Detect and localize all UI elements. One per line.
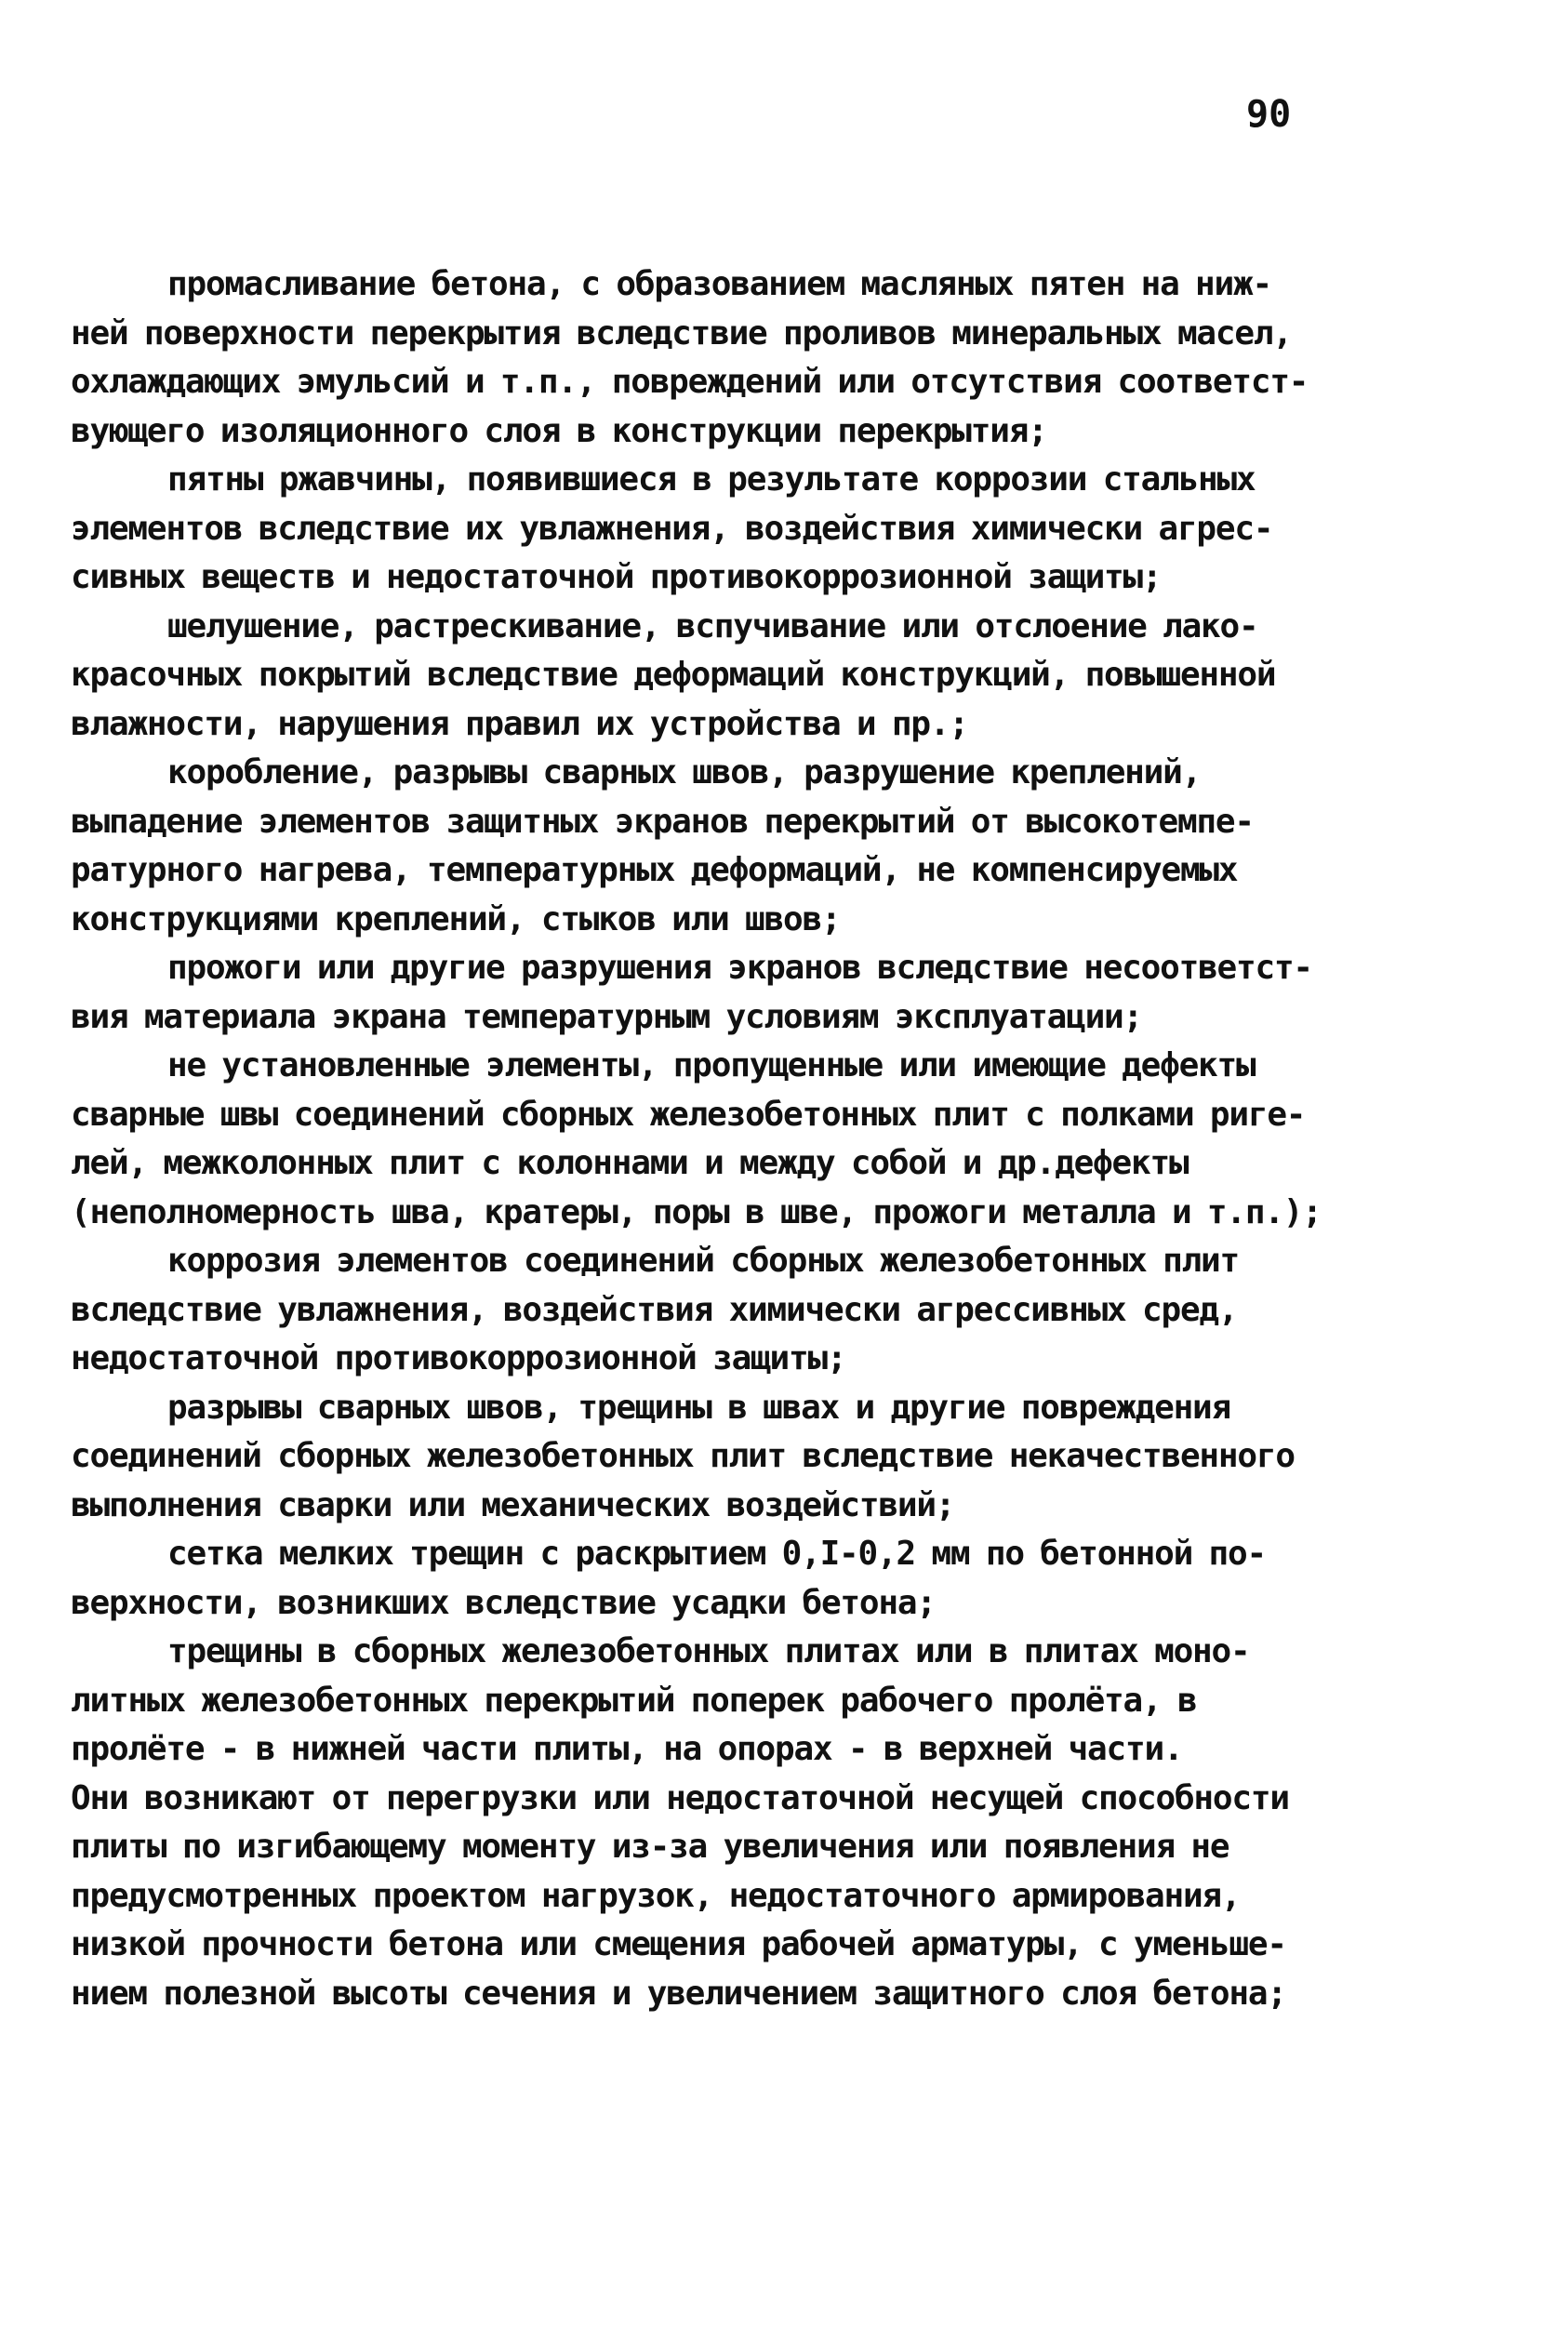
text-line: соединений сборных железобетонных плит вследствие некачественного xyxy=(71,1437,1295,1475)
text-line: шелушение, растрескивание, вспучивание или отслоение лако- xyxy=(167,606,1258,645)
text-line: вследствие увлажнения, воздействия химически агрессивных сред, xyxy=(71,1290,1238,1329)
text-line: влажности, нарушения правил их устройства и пр.; xyxy=(71,704,968,743)
text-line: выполнения сварки или механических воздействий; xyxy=(71,1485,955,1524)
text-line: пятны ржавчины, появившиеся в результате коррозии стальных xyxy=(167,460,1256,499)
text-line: разрывы сварных швов, трещины в швах и другие повреждения xyxy=(167,1388,1231,1427)
text-line: сивных веществ и недостаточной противокоррозионной защиты; xyxy=(71,558,1162,596)
text-line: конструкциями креплений, стыков или швов; xyxy=(71,899,841,938)
text-line: вия материала экрана температурным условиям эксплуатации; xyxy=(71,997,1143,1036)
text-line: плиты по изгибающему моменту из-за увеличения или появления не xyxy=(71,1828,1229,1866)
text-line: пролёте - в нижней части плиты, на опорах - в верхней части. xyxy=(71,1730,1183,1768)
text-line: элементов вследствие их увлажнения, воздействия химически агрес- xyxy=(71,509,1273,548)
text-line: охлаждающих эмульсий и т.п., повреждений или отсутствия соответст- xyxy=(71,363,1309,401)
text-line: прожоги или другие разрушения экранов вследствие несоответст- xyxy=(167,949,1312,987)
text-line: ней поверхности перекрытия вследствие проливов минеральных масел, xyxy=(71,313,1292,352)
text-line: сетка мелких трещин с раскрытием 0,I-0,2 мм по бетонной по- xyxy=(167,1535,1266,1573)
text-line: красочных покрытий вследствие деформаций конструкций, повышенной xyxy=(71,656,1276,694)
text-line: не установленные элементы, пропущенные или имеющие дефекты xyxy=(167,1046,1256,1084)
text-line: недостаточной противокоррозионной защиты; xyxy=(71,1339,846,1377)
text-line: сварные швы соединений сборных железобетонных плит с полками риге- xyxy=(71,1095,1306,1134)
text-line: вующего изоляционного слоя в конструкции перекрытия; xyxy=(71,411,1047,450)
text-line: лей, межколонных плит с колоннами и между собой и др.дефекты xyxy=(71,1144,1189,1182)
text-line: промасливание бетона, с образованием масляных пятен на ниж- xyxy=(167,265,1271,303)
text-line: (неполномерность шва, кратеры, поры в шве, прожоги металла и т.п.); xyxy=(71,1192,1322,1231)
page-number: 90 xyxy=(1246,93,1292,136)
text-line: литных железобетонных перекрытий поперек рабочего пролёта, в xyxy=(71,1681,1197,1720)
text-line: трещины в сборных железобетонных плитах или в плитах моно- xyxy=(167,1632,1250,1670)
text-line: коробление, разрывы сварных швов, разрушение креплений, xyxy=(167,753,1202,791)
text-line: Они возникают от перегрузки или недостаточной несущей способности xyxy=(71,1778,1289,1817)
text-line: верхности, возникших вследствие усадки бетона; xyxy=(71,1583,936,1622)
text-line: коррозия элементов соединений сборных железобетонных плит xyxy=(167,1242,1240,1280)
text-line: выпадение элементов защитных экранов перекрытий от высокотемпе- xyxy=(71,802,1254,841)
body-text xyxy=(71,260,1391,2018)
text-line: нием полезной высоты сечения и увеличением защитного слоя бетона; xyxy=(71,1974,1286,2013)
text-line: ратурного нагрева, температурных деформаций, не компенсируемых xyxy=(71,851,1238,889)
text-line: предусмотренных проектом нагрузок, недостаточного армирования, xyxy=(71,1876,1241,1915)
text-line: низкой прочности бетона или смещения рабочей арматуры, с уменьше- xyxy=(71,1925,1286,1963)
